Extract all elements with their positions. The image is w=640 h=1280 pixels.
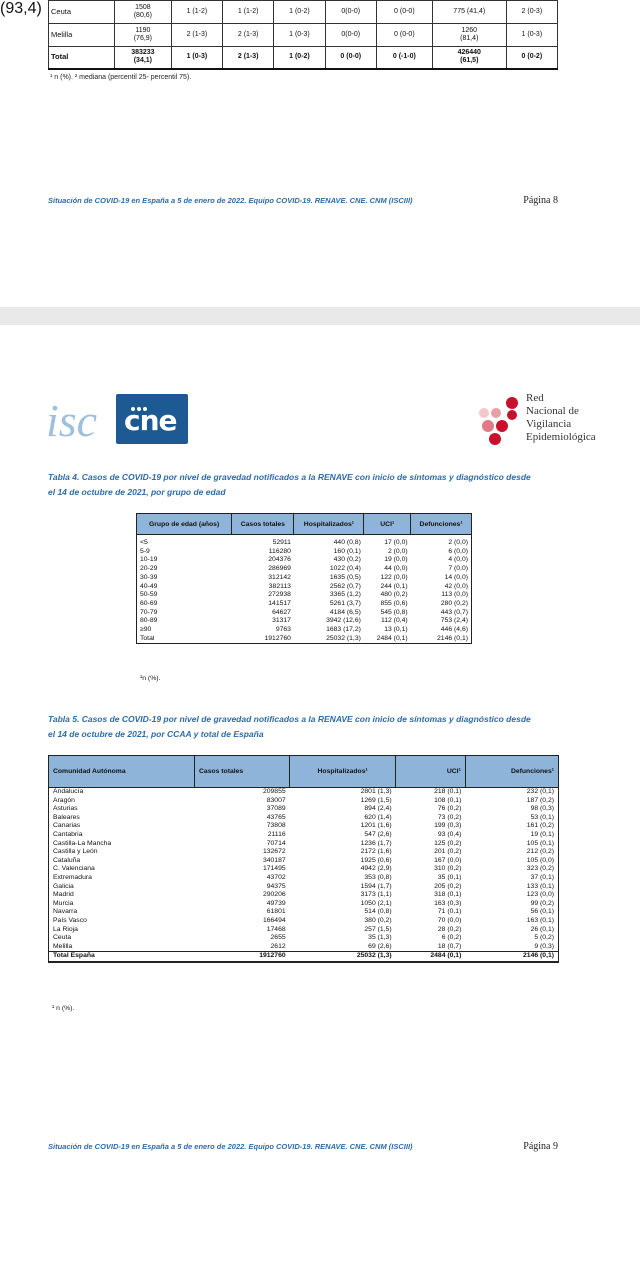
table-cell: 1594 (1,7) xyxy=(360,882,392,890)
table-cell: Extremadura xyxy=(53,873,92,881)
table-cell: 280 (0,2) xyxy=(440,599,468,607)
table-row xyxy=(137,548,472,557)
table-cell: 1236 (1,7) xyxy=(360,839,392,847)
table-row xyxy=(137,609,472,618)
table-cell: 70714 xyxy=(266,839,286,847)
table-cell: 1 (1-2) xyxy=(223,1,274,24)
table-cell: 30-39 xyxy=(140,573,158,581)
table-cell: 112 (0,4) xyxy=(380,617,408,625)
page8-table-fragment xyxy=(48,0,558,70)
table-row xyxy=(49,857,559,866)
table-cell: 2612 xyxy=(270,942,286,950)
table-row xyxy=(137,635,472,644)
table-cell: 18 (0,7) xyxy=(437,942,462,950)
table-cell: 0 (0-2) xyxy=(506,47,557,69)
table-cell: 187 (0,2) xyxy=(526,796,554,804)
table-row xyxy=(49,952,559,962)
table-row xyxy=(49,934,559,943)
table-cell: 4184 (6,5) xyxy=(329,608,361,616)
table-row xyxy=(49,848,559,857)
table-cell: Cantabria xyxy=(53,830,83,838)
table-cell: Madrid xyxy=(53,891,74,899)
table-cell: 0 (0-0) xyxy=(376,1,432,24)
table-cell: Navarra xyxy=(53,908,78,916)
table-cell: 753 (2,4) xyxy=(440,617,468,625)
table-cell: 426440 (61,5) xyxy=(432,47,506,69)
table-cell: 440 (0,8) xyxy=(333,539,361,546)
table-cell: 1260 (81,4) xyxy=(432,24,506,47)
table-cell: 37089 xyxy=(266,805,286,813)
table-row xyxy=(137,617,472,626)
table-cell: 9763 xyxy=(275,626,291,634)
table-cell: Asturias xyxy=(53,805,78,813)
column-header: Hospitalizados¹ xyxy=(290,756,396,788)
table-cell: 43765 xyxy=(266,813,286,821)
table-cell: 17 (0,0) xyxy=(384,539,408,546)
table-cell: 218 (0,1) xyxy=(434,788,462,795)
table-cell: 0 (0-0) xyxy=(376,24,432,47)
table4-caption: Tabla 4. Casos de COVID-19 por nivel de gravedad notificados a la RENAVE con inicio de síntomas y diagnóstico desde el 14 de octubre de 2021, por grupo de edad xyxy=(48,472,531,497)
table-row xyxy=(137,565,472,574)
page-number: Página 8 xyxy=(523,195,558,206)
table-cell: 80-89 xyxy=(140,617,158,625)
row-label: Melilla xyxy=(49,24,115,47)
table-cell: 163 (0,3) xyxy=(434,899,462,907)
table-cell: 31317 xyxy=(272,617,291,625)
table-cell: 122 (0,0) xyxy=(380,573,408,581)
table-cell: Total España xyxy=(49,952,195,962)
table-cell: 446 (4,6) xyxy=(440,626,468,634)
table-cell: 70 (0,0) xyxy=(437,916,462,924)
table-cell: 430 (0,2) xyxy=(333,556,361,564)
table-row xyxy=(49,814,559,823)
table-cell: 40-49 xyxy=(140,582,158,590)
table-cell: 98 (0,3) xyxy=(530,805,554,813)
table-cell: 73808 xyxy=(266,822,286,830)
table-cell: Andalucía xyxy=(53,788,84,795)
table-row xyxy=(49,874,559,883)
table-cell: 2801 (1,3) xyxy=(360,788,392,795)
column-header: UCI¹ xyxy=(396,756,466,788)
table-cell: 2562 (0,7) xyxy=(329,582,361,590)
table-row xyxy=(49,24,558,47)
table-cell: Murcia xyxy=(53,899,74,907)
table-cell: 1925 (0,6) xyxy=(360,856,392,864)
table-cell: 212 (0,2) xyxy=(526,848,554,856)
table-cell: 105 (0,0) xyxy=(526,856,554,864)
cne-logo-text: cne xyxy=(124,404,177,437)
table-cell: 141517 xyxy=(268,599,291,607)
table-cell: 4 (0,0) xyxy=(448,556,468,564)
table-cell: 3173 (1,1) xyxy=(360,891,392,899)
table-cell: 2 (1-3) xyxy=(223,24,274,47)
column-header: UCI¹ xyxy=(364,514,411,535)
table-cell: 1022 (0,4) xyxy=(329,565,361,573)
table-cell: 0 (0-0) xyxy=(325,47,376,69)
table-row xyxy=(49,883,559,892)
table-cell: 1 (0-2) xyxy=(274,1,325,24)
table-cell: 25032 (1,3) xyxy=(290,952,396,962)
table-cell: 244 (0,1) xyxy=(380,582,408,590)
table-cell: 167 (0,0) xyxy=(434,856,462,864)
table5-note: ¹ n (%). xyxy=(52,1005,75,1012)
column-header: Defunciones¹ xyxy=(465,756,558,788)
table-cell: 2 (1-3) xyxy=(223,47,274,69)
table-row xyxy=(137,626,472,635)
table-cell: 56 (0,1) xyxy=(530,908,554,916)
table-cell: 353 (0,8) xyxy=(364,873,392,881)
column-header: Defunciones¹ xyxy=(411,514,472,535)
table-cell: 21116 xyxy=(267,830,286,838)
table-cell: 894 (2,4) xyxy=(364,805,392,813)
table-cell: 0 (-1-0) xyxy=(376,47,432,69)
table-cell: 1 (1-2) xyxy=(171,1,222,24)
table-cell: 76 (0,2) xyxy=(437,805,462,813)
table-cell: 14 (0,0) xyxy=(444,573,468,581)
table-cell: 52911 xyxy=(272,539,291,546)
table-cell: 199 (0,3) xyxy=(434,822,462,830)
table-cell: 1508 (80,6) xyxy=(115,1,172,24)
table-cell: 26 (0,1) xyxy=(530,925,554,933)
table-cell: 201 (0,2) xyxy=(434,848,462,856)
table-cell: 290206 xyxy=(262,891,286,899)
table-cell: Aragón xyxy=(53,796,75,804)
table-cell: 50-59 xyxy=(140,591,158,599)
table-cell: País Vasco xyxy=(53,916,87,924)
table-row xyxy=(137,591,472,600)
table-cell: 1635 (0,5) xyxy=(329,573,361,581)
table-cell: 286969 xyxy=(268,565,291,573)
isc-logo-text: isc xyxy=(46,395,98,446)
table-cell: 125 (0,2) xyxy=(434,839,462,847)
table-cell: 37 (0,1) xyxy=(530,873,554,881)
table-cell: <5 xyxy=(140,539,148,546)
table-cell: 2 (0,0) xyxy=(448,539,468,546)
table-cell: 547 (2,6) xyxy=(364,830,392,838)
table-cell: C. Valenciana xyxy=(53,865,95,873)
table-cell: 545 (0,8) xyxy=(380,608,408,616)
table-cell: 855 (0,6) xyxy=(380,599,408,607)
table5-caption: Tabla 5. Casos de COVID-19 por nivel de gravedad notificados a la RENAVE con inicio de síntomas y diagnóstico desde el 14 de octubre de 2021, por CCAA y total de España xyxy=(48,714,531,739)
table-cell: 5-9 xyxy=(140,547,150,555)
table-cell: 204376 xyxy=(268,556,291,564)
column-header: Casos totales xyxy=(195,756,290,788)
table-cell: 2655 xyxy=(270,934,286,942)
table-cell: Total xyxy=(137,635,232,644)
table-cell: 171495 xyxy=(262,865,286,873)
table4-note: ¹n (%). xyxy=(140,675,161,682)
table-cell: 53 (0,1) xyxy=(530,813,554,821)
table-cell: 166494 xyxy=(262,916,286,924)
table-cell: 1 (0-3) xyxy=(506,24,557,47)
table-row xyxy=(49,47,558,69)
table-cell: La Rioja xyxy=(53,925,78,933)
table-cell: 2484 (0,1) xyxy=(396,952,466,962)
table-cell: 35 (0,1) xyxy=(437,873,462,881)
table-cell: 620 (1,4) xyxy=(364,813,392,821)
table-cell: 71 (0,1) xyxy=(437,908,462,916)
column-header: Grupo de edad (años) xyxy=(137,514,232,535)
table-cell: 43702 xyxy=(266,873,286,881)
table-cell: 49739 xyxy=(266,899,286,907)
table-row xyxy=(49,926,559,935)
table-cell: 1269 (1,5) xyxy=(360,796,392,804)
table-cell: 443 (0,7) xyxy=(440,608,468,616)
table-cell: 163 (0,1) xyxy=(526,916,554,924)
table-cell: 160 (0,1) xyxy=(333,547,361,555)
column-header: Hospitalizados¹ xyxy=(294,514,364,535)
table-cell: Castilla-La Mancha xyxy=(53,839,112,847)
table-cell: 514 (0,8) xyxy=(364,908,392,916)
table-row xyxy=(137,535,472,548)
table-row xyxy=(49,900,559,909)
table-cell: 1683 (17,2) xyxy=(326,626,361,634)
table-cell: 1 (0-3) xyxy=(274,24,325,47)
table-cell: 380 (0,2) xyxy=(364,916,392,924)
table-cell: 10-19 xyxy=(140,556,158,564)
table-cell: 44 (0,0) xyxy=(384,565,408,573)
table-cell: 69 (2,6) xyxy=(368,942,392,950)
table-cell: 205 (0,2) xyxy=(434,882,462,890)
table-cell: 61801 xyxy=(266,908,286,916)
table-cell: 2146 (0,1) xyxy=(465,952,558,962)
table-cell: 105 (0,1) xyxy=(526,839,554,847)
table-row xyxy=(49,917,559,926)
table-cell: Ceuta xyxy=(53,934,72,942)
table-cell: 5 (0,2) xyxy=(534,934,554,942)
table-cell: 25032 (1,3) xyxy=(294,635,364,644)
table-cell: 70-79 xyxy=(140,608,158,616)
table-cell: 161 (0,2) xyxy=(526,822,554,830)
table-row xyxy=(49,891,559,900)
table-cell: 340187 xyxy=(262,856,286,864)
table-row xyxy=(137,556,472,565)
table-cell: 28 (0,2) xyxy=(437,925,462,933)
table-cell: 7 (0,0) xyxy=(448,565,468,573)
table-cell: 116280 xyxy=(268,547,291,555)
table-row xyxy=(137,600,472,609)
table-cell: 480 (0,2) xyxy=(380,591,408,599)
table-cell: 0(0-0) xyxy=(325,1,376,24)
table-cell: 6 (0,2) xyxy=(441,934,462,942)
network-dots-logo xyxy=(476,397,522,449)
table-cell: 382113 xyxy=(268,582,291,590)
table-cell: 13 (0,1) xyxy=(384,626,408,634)
table-cell: 1201 (1,6) xyxy=(360,822,392,830)
table-cell: 99 (0,2) xyxy=(530,899,554,907)
table-row xyxy=(49,865,559,874)
table-cell: 312142 xyxy=(268,573,291,581)
table-cell: 209855 xyxy=(262,788,286,795)
table-cell: 383233 (34,1) xyxy=(115,47,172,69)
table-cell: 257 (1,5) xyxy=(364,925,392,933)
table-cell: 20-29 xyxy=(140,565,158,573)
column-header: Comunidad Autónoma xyxy=(49,756,195,788)
table-row xyxy=(49,805,559,814)
table-cell: 4942 (2,9) xyxy=(360,865,392,873)
table-cell: 73 (0,2) xyxy=(437,813,462,821)
page-9 xyxy=(0,325,640,1280)
table-row xyxy=(49,840,559,849)
table-cell: 42 (0,0) xyxy=(444,582,468,590)
column-header: Casos totales xyxy=(232,514,294,535)
table-cell: 2 (1-3) xyxy=(171,24,222,47)
row-label: Ceuta xyxy=(49,1,115,24)
table-cell: Canarias xyxy=(53,822,81,830)
table-cell: 113 (0,0) xyxy=(441,591,468,599)
table-cell: ≥90 xyxy=(140,626,152,634)
table-cell: 94375 xyxy=(266,882,286,890)
network-name: Red Nacional de Vigilancia Epidemiológica xyxy=(526,392,596,443)
table-cell: 1050 (2,1) xyxy=(360,899,392,907)
table-cell: 272938 xyxy=(268,591,291,599)
table-cell: 775 (41,4) xyxy=(432,1,506,24)
table-cell: 1 (0-2) xyxy=(274,47,325,69)
table-cell: 132672 xyxy=(262,848,286,856)
page-footer: Situación de COVID-19 en España a 5 de enero de 2022. Equipo COVID-19. RENAVE. CNE. CNM (ISCIII) xyxy=(48,196,413,205)
table-cell: Castilla y León xyxy=(53,848,98,856)
table-cell: 133 (0,1) xyxy=(526,882,554,890)
table-cell: Melilla xyxy=(53,942,73,950)
table-cell: 2146 (0,1) xyxy=(411,635,472,644)
row-label: Total xyxy=(49,47,115,69)
table-cell: 3365 (1,2) xyxy=(329,591,361,599)
table-cell: 93 (0,4) xyxy=(437,830,462,838)
isc-logo xyxy=(46,390,112,446)
table-cell: 232 (0,1) xyxy=(526,788,554,795)
table-cell: 35 (1,3) xyxy=(368,934,392,942)
page-footer: Situación de COVID-19 en España a 5 de enero de 2022. Equipo COVID-19. RENAVE. CNE. CNM (ISCIII) xyxy=(48,1142,413,1151)
table-cell: 2 (0,0) xyxy=(388,547,408,555)
table-row xyxy=(49,822,559,831)
table-cell: 123 (0,0) xyxy=(526,891,554,899)
table-top-fragment: (93,4) xyxy=(0,0,42,17)
table-row xyxy=(137,583,472,592)
page-8 xyxy=(0,0,640,307)
table-cell: 5261 (3,7) xyxy=(329,599,361,607)
table-cell: 17468 xyxy=(266,925,286,933)
table-note: ¹ n (%). ² mediana (percentil 25- percentil 75). xyxy=(50,74,192,81)
table5 xyxy=(48,755,559,963)
table4 xyxy=(136,513,472,644)
table-row xyxy=(49,788,559,797)
table-cell: 19 (0,0) xyxy=(384,556,408,564)
cne-logo-dots xyxy=(131,398,153,402)
table-cell: 3942 (12,6) xyxy=(326,617,361,625)
table-cell: Baleares xyxy=(53,813,80,821)
table-cell: 1912760 xyxy=(232,635,294,644)
table-cell: 0(0-0) xyxy=(325,24,376,47)
table-cell: 323 (0,2) xyxy=(526,865,554,873)
table-cell: 60-69 xyxy=(140,599,158,607)
table-cell: 64627 xyxy=(272,608,291,616)
table-cell: 2484 (0,1) xyxy=(364,635,411,644)
table-cell: 108 (0,1) xyxy=(434,796,462,804)
table-cell: 2 (0-3) xyxy=(506,1,557,24)
table-cell: Cataluña xyxy=(53,856,81,864)
table-cell: 9 (0,3) xyxy=(534,942,554,950)
table-cell: 1912760 xyxy=(195,952,290,962)
table-cell: 310 (0,2) xyxy=(434,865,462,873)
table-row xyxy=(49,831,559,840)
table-cell: 1190 (76,9) xyxy=(115,24,172,47)
table-cell: 83007 xyxy=(266,796,286,804)
table-cell: 318 (0,1) xyxy=(434,891,462,899)
table-cell: Galicia xyxy=(53,882,74,890)
table-row xyxy=(49,943,559,952)
table-cell: 2172 (1,6) xyxy=(360,848,392,856)
page-number: Página 9 xyxy=(523,1141,558,1152)
cne-logo xyxy=(116,394,188,444)
table-row xyxy=(49,1,558,24)
table-cell: 6 (0,0) xyxy=(448,547,468,555)
table-row xyxy=(49,908,559,917)
table-cell: 1 (0-3) xyxy=(171,47,222,69)
table-cell: 19 (0,1) xyxy=(530,830,554,838)
table-row xyxy=(49,797,559,806)
table-row xyxy=(137,574,472,583)
